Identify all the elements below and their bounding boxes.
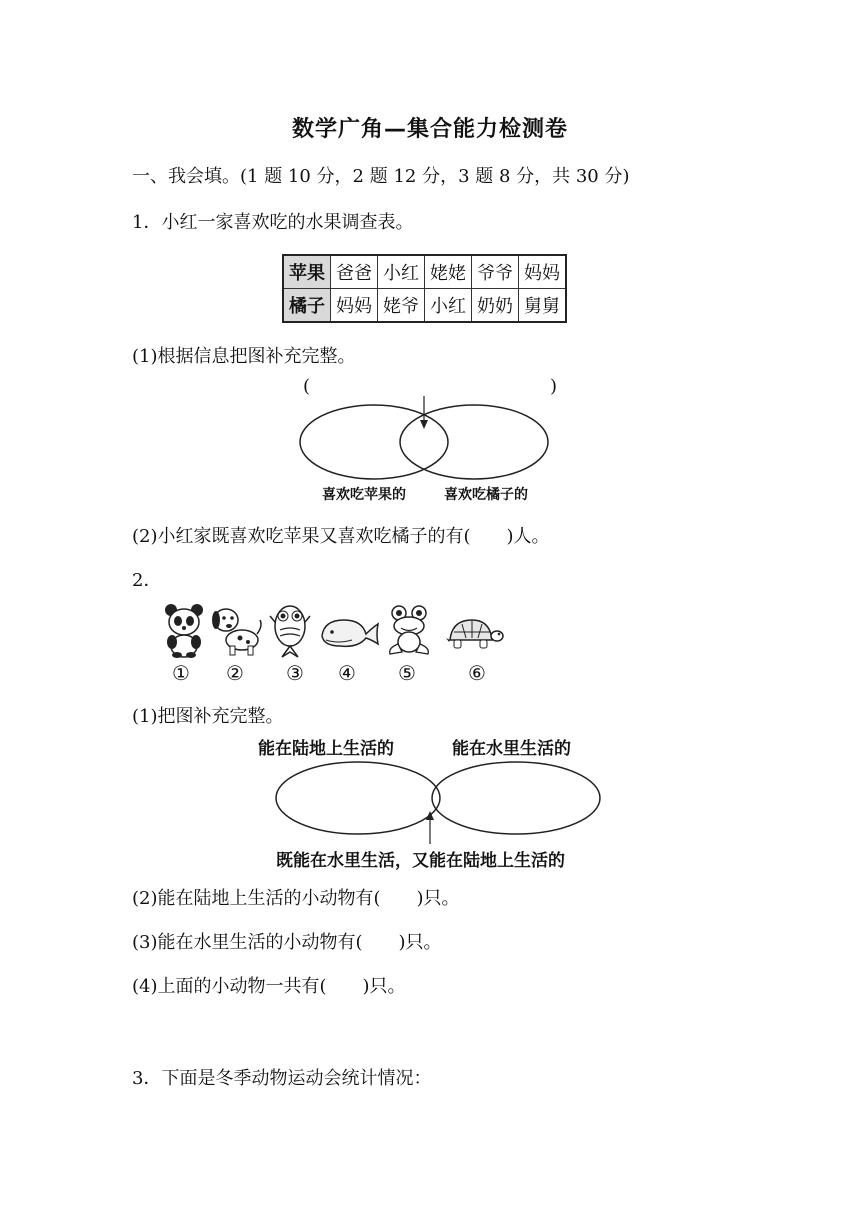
question-3-stem: 3．下面是冬季动物运动会统计情况： (132, 1068, 432, 1089)
question-2-sub-4: (4)上面的小动物一共有( )只。 (132, 976, 406, 997)
whale-icon (318, 614, 380, 650)
animal-number: ⑤ (398, 661, 416, 685)
venn1-label-left: 喜欢吃苹果的 (322, 487, 406, 503)
venn2-label-bottom: 既能在水里生活，又能在陆地上生活的 (276, 851, 565, 871)
table-cell: 舅舅 (519, 289, 567, 323)
animal-number: ① (172, 661, 190, 685)
table-row (283, 289, 566, 323)
animal-number: ② (226, 661, 244, 685)
animal-number: ④ (338, 661, 356, 685)
panda-icon (162, 602, 206, 658)
venn1-left-ellipse (300, 405, 448, 479)
table-cell: 姥爷 (378, 289, 425, 323)
table-cell: 小红 (378, 255, 425, 289)
table-cell: 橘子 (283, 289, 331, 323)
question-2-sub-1: (1)把图补充完整。 (132, 706, 284, 727)
question-2-stem: 2． (132, 570, 162, 591)
table-cell: 爷爷 (472, 255, 519, 289)
animal-number: ⑥ (468, 661, 486, 685)
table-cell: 苹果 (283, 255, 331, 289)
page-title: 数学广角—集合能力检测卷 (291, 117, 568, 142)
turtle-icon (440, 614, 504, 654)
venn1-right-ellipse (400, 405, 548, 479)
question-2-sub-3: (3)能在水里生活的小动物有( )只。 (132, 932, 442, 953)
table-cell: 妈妈 (331, 289, 378, 323)
venn2-label-right: 能在水里生活的 (452, 739, 571, 759)
venn2-label-left: 能在陆地上生活的 (258, 739, 394, 759)
fish-icon (268, 602, 312, 658)
dog-icon (210, 604, 264, 656)
question-1-stem: 1．小红一家喜欢吃的水果调查表。 (132, 212, 414, 233)
table-cell: 姥姥 (425, 255, 472, 289)
venn2-left-ellipse (276, 762, 440, 834)
question-1-sub-2: (2)小红家既喜欢吃苹果又喜欢吃橘子的有( )人。 (132, 526, 550, 547)
venn2-right-ellipse (432, 762, 600, 834)
question-1-sub-1: (1)根据信息把图补充完整。 (132, 346, 356, 367)
venn1-paren-left: ( (303, 376, 311, 397)
table-cell: 奶奶 (472, 289, 519, 323)
venn1-label-right: 喜欢吃橘子的 (444, 487, 528, 503)
fruit-survey-table (282, 254, 567, 323)
frog-icon (384, 604, 434, 656)
table-row (283, 255, 566, 289)
animal-number: ③ (286, 661, 304, 685)
section-heading: 一、我会填。(1 题 10 分，2 题 12 分，3 题 8 分，共 30 分) (132, 166, 630, 187)
venn-diagram-fruit (298, 392, 558, 484)
venn-diagram-animals (272, 758, 604, 848)
table-cell: 爸爸 (331, 255, 378, 289)
table-cell: 小红 (425, 289, 472, 323)
question-2-sub-2: (2)能在陆地上生活的小动物有( )只。 (132, 888, 460, 909)
arrow-down-icon (420, 420, 428, 429)
venn1-paren-right: ) (550, 376, 558, 397)
table-cell: 妈妈 (519, 255, 567, 289)
